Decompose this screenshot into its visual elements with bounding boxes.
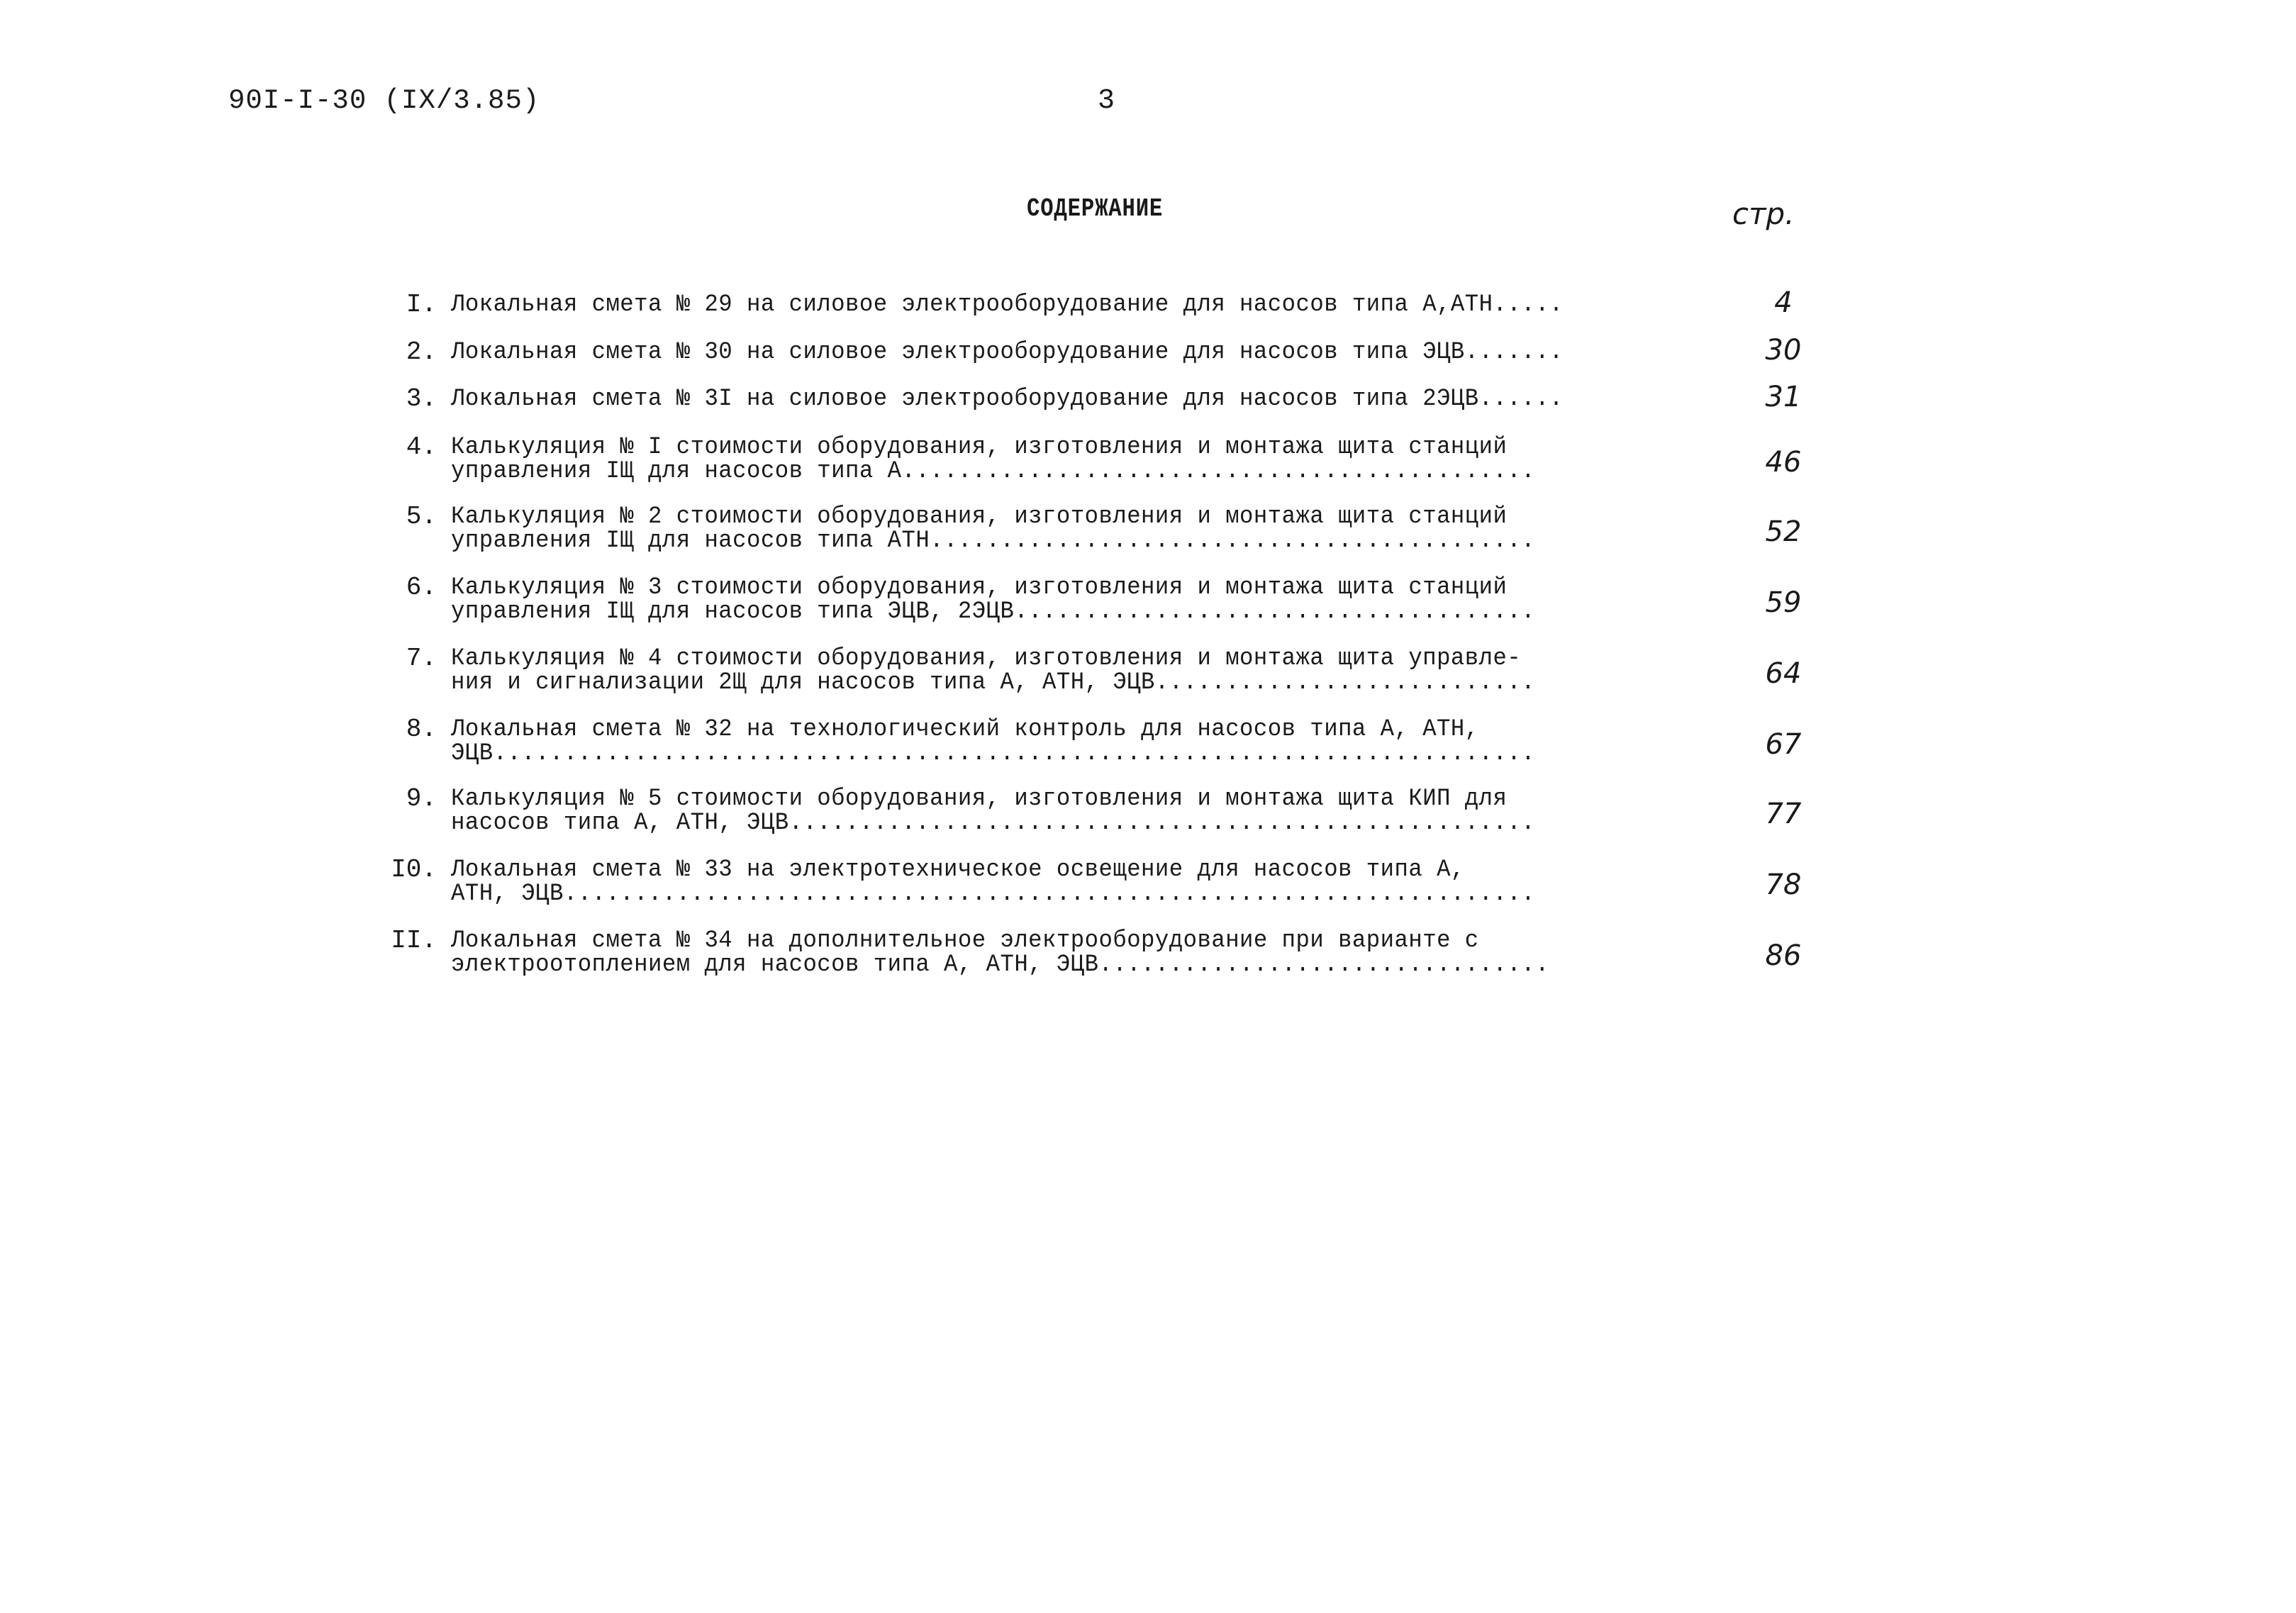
toc-entry-text: [451, 718, 1596, 766]
toc-entry-line: насосов типа А, АТН, ЭЦВ.....................................................: [451, 810, 1536, 837]
toc-entry-number: 2.: [406, 337, 437, 367]
toc-entry-text: [451, 293, 1596, 317]
toc-entry-page: 30: [1765, 334, 1802, 367]
toc-entry-line: Локальная смета № 3I на силовое электрооборудование для насосов типа 2ЭЦВ......: [451, 386, 1564, 413]
toc-entry-page: 77: [1765, 798, 1802, 830]
toc-entry-line: Калькуляция № 3 стоимости оборудования, изготовления и монтажа щита станций: [451, 574, 1508, 601]
toc-entry-line: Локальная смета № 29 на силовое электрооборудование для насосов типа А,АТН.....: [451, 291, 1564, 318]
toc-entry-number: I.: [406, 290, 437, 319]
page-number: 3: [1098, 85, 1115, 117]
toc-entry-page: 31: [1765, 381, 1802, 413]
page-column-label: стр.: [1732, 196, 1795, 231]
toc-entry-number: II.: [391, 926, 437, 955]
toc-entry-line: управления IЩ для насосов типа ЭЦВ, 2ЭЦВ.....................................: [451, 598, 1536, 625]
toc-entry-text: [451, 576, 1596, 624]
toc-entry-number: 5.: [406, 502, 437, 531]
toc-entry-text: [451, 787, 1596, 835]
toc-entry-line: Локальная смета № 33 на электротехническое освещение для насосов типа А,: [451, 856, 1465, 883]
table-of-contents: [383, 0, 2227, 1028]
toc-title: СОДЕРЖАНИЕ: [1027, 194, 1164, 223]
toc-entry-text: [451, 387, 1596, 411]
toc-entry-line: Калькуляция № I стоимости оборудования, изготовления и монтажа щита станций: [451, 434, 1508, 461]
toc-entry-line: ния и сигнализации 2Щ для насосов типа А, АТН, ЭЦВ...........................: [451, 669, 1536, 696]
toc-entry-line: ЭЦВ..........................................................................: [451, 740, 1536, 767]
toc-entry-text: [451, 435, 1596, 484]
toc-entry-page: 52: [1765, 515, 1802, 548]
toc-entry-line: управления IЩ для насосов типа А.............................................: [451, 458, 1536, 485]
toc-entry-line: управления IЩ для насосов типа АТН...........................................: [451, 528, 1536, 554]
toc-entry-page: 46: [1765, 446, 1802, 479]
toc-entry-page: 86: [1765, 939, 1802, 972]
toc-entry-line: Калькуляция № 2 стоимости оборудования, изготовления и монтажа щита станций: [451, 503, 1508, 530]
toc-entry-number: 6.: [406, 573, 437, 602]
toc-entry-page: 64: [1765, 657, 1802, 690]
toc-entry-line: Локальная смета № 34 на дополнительное электрооборудование при варианте с: [451, 927, 1479, 954]
toc-entry-line: Локальная смета № 30 на силовое электрооборудование для насосов типа ЭЦВ.......: [451, 339, 1564, 366]
toc-entry-page: 78: [1765, 869, 1802, 901]
toc-entry-line: Калькуляция № 4 стоимости оборудования, изготовления и монтажа щита управле-: [451, 645, 1522, 672]
toc-entry-number: 7.: [406, 644, 437, 673]
toc-entry-page: 4: [1774, 286, 1793, 319]
toc-entry-number: 8.: [406, 715, 437, 744]
toc-entry-text: [451, 929, 1596, 977]
toc-entry-page: 59: [1765, 586, 1802, 619]
document-code: 90I-I-30 (IX/3.85): [228, 85, 540, 116]
toc-entry-page: 67: [1765, 728, 1802, 761]
toc-entry-line: электроотоплением для насосов типа А, АТН, ЭЦВ................................: [451, 951, 1549, 978]
toc-entry-text: [451, 647, 1596, 695]
toc-entry-number: 9.: [406, 784, 437, 813]
toc-entry-line: АТН, ЭЦВ.....................................................................: [451, 881, 1536, 908]
toc-entry-text: [451, 505, 1596, 553]
toc-entry-text: [451, 858, 1596, 906]
toc-entry-number: 3.: [406, 384, 437, 413]
toc-entry-line: Калькуляция № 5 стоимости оборудования, изготовления и монтажа щита КИП для: [451, 786, 1508, 813]
toc-entry-text: [451, 340, 1596, 364]
toc-entry-number: I0.: [391, 855, 437, 884]
toc-entry-line: Локальная смета № 32 на технологический контроль для насосов типа А, АТН,: [451, 716, 1479, 743]
toc-entry-number: 4.: [406, 432, 437, 462]
